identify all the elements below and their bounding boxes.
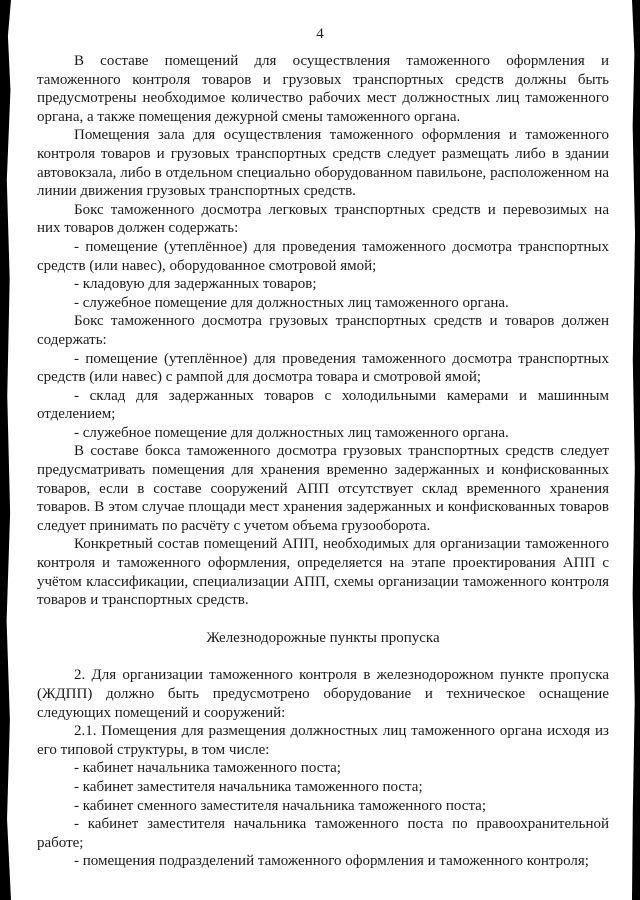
- scan-edge-left: [0, 0, 11, 900]
- list-item: - служебное помещение для должностных лиц таможенного органа.: [74, 424, 509, 441]
- paragraph: Бокс таможенного досмотра грузовых транспортных средств и товаров должен содержать:: [37, 313, 609, 348]
- scan-edge-right: [632, 0, 640, 900]
- list-item: - служебное помещение для должностных лиц таможенного органа.: [74, 294, 509, 311]
- paragraph: 2.1. Помещения для размещения должностных лиц таможенного органа исходя из его типовой структуры, в том числе:: [37, 723, 609, 758]
- section-heading: Железнодорожные пункты пропуска: [206, 629, 440, 646]
- list-item: - кабинет начальника таможенного поста;: [74, 760, 341, 777]
- list-item: - кабинет заместителя начальника таможенного поста;: [74, 778, 423, 795]
- paragraph: В составе помещений для осуществления таможенного оформления и таможенного контроля товаров и грузовых транспортных средств должны быть предусмотрены необходимое количество рабочих мест должностных лиц таможенного органа, а также помещения дежурной смены таможенного органа.: [37, 53, 609, 125]
- list-item: - помещения подразделений таможенного оформления и таможенного контроля;: [74, 853, 589, 870]
- list-item: - помещение (утеплённое) для проведения таможенного досмотра транспортных средств (или навес), оборудованное смотровой ямой;: [37, 238, 609, 274]
- paragraph: Конкретный состав помещений АПП, необходимых для организации таможенного контроля и таможенного оформления, определяется на этапе проектирования АПП с учётом классификации, специализации АПП, схемы организации таможенного контроля товаров и транспортных средств.: [37, 536, 609, 609]
- paragraph: Бокс таможенного досмотра легковых транспортных средств и перевозимых на них товаров должен содержать:: [37, 201, 609, 237]
- paragraph: 2. Для организации таможенного контроля в железнодорожном пункте пропуска (ЖДПП) должно быть предусмотрено оборудование и техническое оснащение следующих помещений и сооружений:: [37, 667, 609, 721]
- list-item: - кабинет заместителя начальника таможенного поста по правоохранительной работе;: [37, 816, 609, 851]
- list-item: - помещение (утеплённое) для проведения таможенного досмотра транспортных средств (или навес) с рампой для досмотра товара и смотровой ямой;: [37, 350, 609, 386]
- list-item: - кабинет сменного заместителя начальника таможенного поста;: [74, 797, 487, 814]
- page-number: 4: [316, 26, 324, 42]
- list-item: - кладовую для задержанных товаров;: [74, 276, 317, 293]
- document-content: [37, 52, 609, 871]
- paragraph: В составе бокса таможенного досмотра грузовых транспортных средств следует предусматривать помещения для хранения временно задержанных и конфискованных товаров, если в составе сооружений АПП отсутствует склад временного хранения товаров. В этом случае площади мест хранения задержанных и конфискованных товаров следует принимать по расчёту с учетом объема грузооборота.: [37, 443, 609, 534]
- paragraph: Помещения зала для осуществления таможенного оформления и таможенного контроля товаров и грузовых транспортных средств следует размещать либо в здании автовокзала, либо в отдельном специально оборудованном павильоне, расположенном на линии движения грузовых транспортных средств.: [37, 127, 609, 200]
- list-item: - склад для задержанных товаров с холодильными камерами и машинным отделением;: [37, 387, 609, 423]
